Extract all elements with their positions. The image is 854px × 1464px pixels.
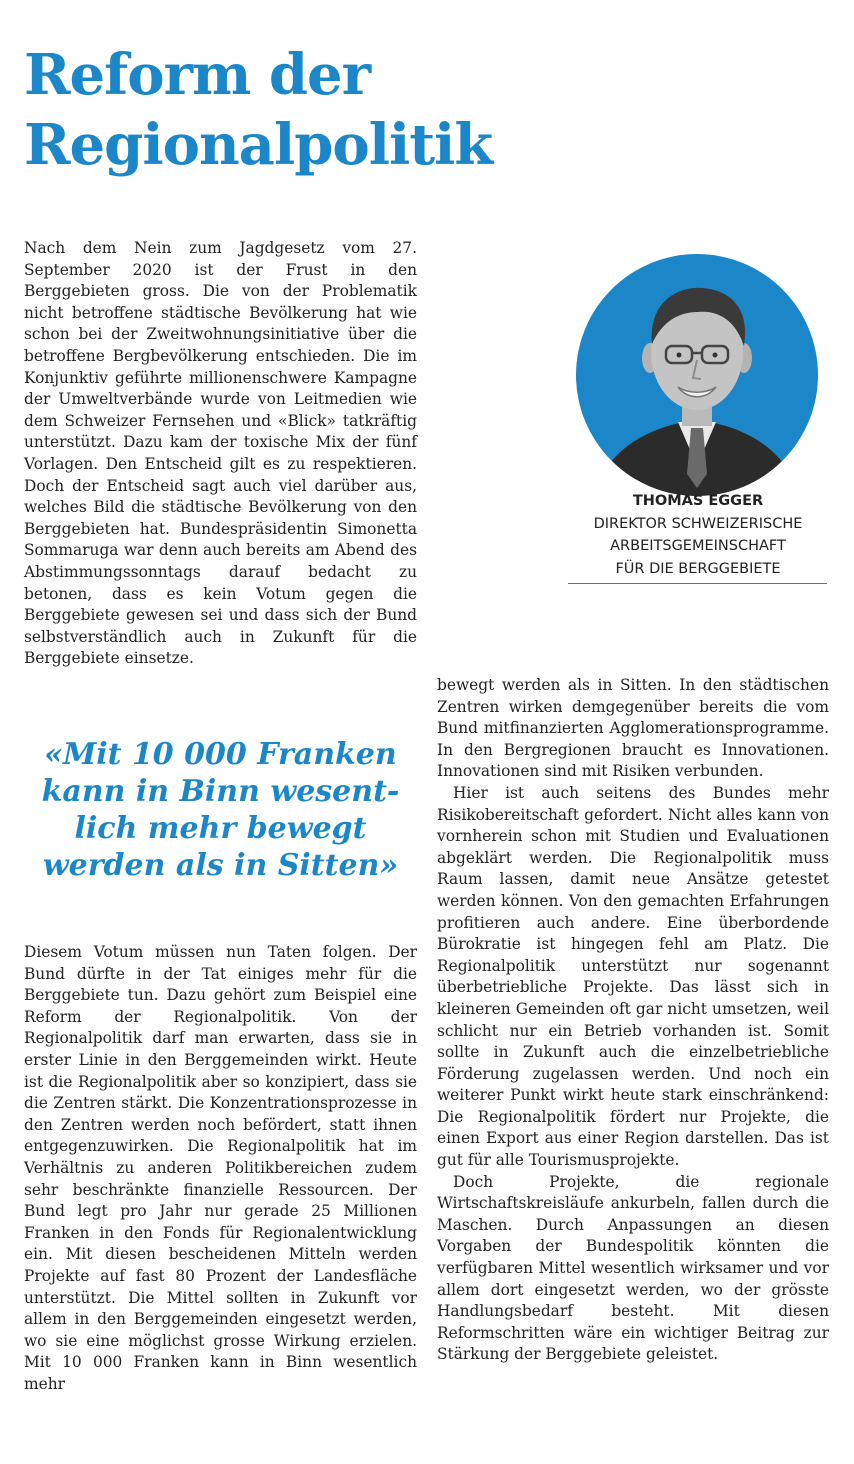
author-role-line: FÜR DIE BERGGEBIETE [615, 560, 781, 577]
pull-quote-line: lich mehr bewegt [74, 811, 367, 846]
pull-quote-line: werden als in Sitten» [42, 848, 399, 883]
body-paragraph: Diesem Votum müssen nun Taten folgen. Der Bund dürfte in der Tat einiges mehr für die Berggebiete tun. Dazu gehört zum Beispiel eine Reform der Regionalpolitik. Von der Regionalpolitik darf man erwarten, dass sie in erster Linie in den Berggemeinden wirkt. Heute ist die Regionalpolitik aber so konzipiert, dass sie die Zentren stärkt. Die Konzentrationsprozesse in den Zentren werden noch befördert, statt ihnen entgegenzuwirken. Die Regionalpolitik hat im Verhältnis zu anderen Politikbereichen zudem sehr beschränkte finanzielle Ressourcen. Der Bund legt pro Jahr nur gerade 25 Millionen Franken in den Fonds für Regionalentwicklung ein. Mit diesen bescheidenen Mitteln werden Projekte auf fast 80 Prozent der Landesfläche unterstützt. Die Mittel sollten in Zukunft vor allem in den Berggemeinden eingesetzt werden, wo sie eine möglichst grosse Wirkung erzielen. Mit 10 000 Franken kann in Binn wesentlich mehr [24, 943, 417, 1393]
body-paragraph: Doch Projekte, die regionale Wirtschaftskreisläufe ankurbeln, fallen durch die Maschen. Durch Anpassungen an diesen Vorgaben der Bundespolitik könnten die verfügbaren Mittel wesentlich wirksamer und vor allem dort eingesetzt werden, wo der grösste Handlungsbedarf besteht. Mit diesen Reformschritten wäre ein wichtiger Beitrag zur Stärkung der Berggebiete geleistet. [437, 1172, 829, 1364]
headline-line: Regionalpolitik [24, 112, 493, 178]
author-caption [568, 490, 828, 580]
pull-quote-line: kann in Binn wesent- [41, 774, 400, 809]
pull-quote-line: «Mit 10 000 Franken [44, 737, 397, 772]
body-right-column [437, 675, 829, 1366]
author-name: THOMAS EGGER [632, 493, 764, 509]
intro-column [24, 238, 417, 670]
body-paragraph: Hier ist auch seitens des Bundes mehr Risikobereitschaft gefordert. Nicht alles kann von vornherein schon mit Studien und Evaluationen abgeklärt werden. Die Regionalpolitik muss Raum lassen, damit neue Ansätze getestet werden können. Von den gemachten Erfahrungen profitieren auch andere. Eine überbordende Bürokratie ist hingegen fehl am Platz. Die Regionalpolitik unterstützt nur sogenannt überbetriebliche Projekte. Das lässt sich in kleineren Gemeinden oft gar nicht umsetzen, weil schlicht nur ein Betrieb vorhanden ist. Somit sollte in Zukunft auch die einzelbetriebliche Förderung zugelassen werden. Und noch ein weiterer Punkt wirkt heute stark einschränkend: Die Regionalpolitik fördert nur Projekte, die einen Export aus einer Region darstellen. Das ist gut für alle Tourismusprojekte. [437, 783, 829, 1170]
author-role-line: ARBEITSGEMEINSCHAFT [610, 538, 786, 554]
pull-quote [24, 736, 417, 884]
intro-paragraph: Nach dem Nein zum Jagdgesetz vom 27. September 2020 ist der Frust in den Berggebieten gross. Die von der Problematik nicht betroffene städtische Bevölkerung hat wie schon bei der Zweitwohnungsinitiative über die betroffene Bergbevölkerung entschieden. Die im Konjunktiv geführte millionenschwere Kampagne der Umweltverbände wurde von Leitmedien wie dem Schweizer Fernsehen und «Blick» tatkräftig unterstützt. Dazu kam der toxische Mix der fünf Vorlagen. Den Entscheid gilt es zu respektieren. Doch der Entscheid sagt auch viel darüber aus, welches Bild die städtische Bevölkerung von den Berggebieten hat. Bundespräsidentin Simonetta Sommaruga war denn auch bereits am Abend des Abstimmungssonntags darauf bedacht zu betonen, dass es kein Votum gegen die Berggebiete gewesen sei und dass sich der Bund selbstverständlich auch in Zukunft für die Berggebiete einsetze. [24, 239, 417, 668]
article-headline [24, 40, 492, 180]
author-role-line: DIREKTOR SCHWEIZERISCHE [593, 515, 803, 532]
body-left-column [24, 942, 417, 1395]
author-portrait [574, 252, 820, 498]
caption-divider [568, 583, 827, 584]
body-paragraph: bewegt werden als in Sitten. In den städtischen Zentren wirken demgegenüber bereits die vom Bund mitfinanzierten Agglomerationsprogramme. In den Bergregionen braucht es Innovationen. Innovationen sind mit Risiken verbunden. [437, 676, 829, 781]
headline-line: Reform der [24, 42, 371, 108]
